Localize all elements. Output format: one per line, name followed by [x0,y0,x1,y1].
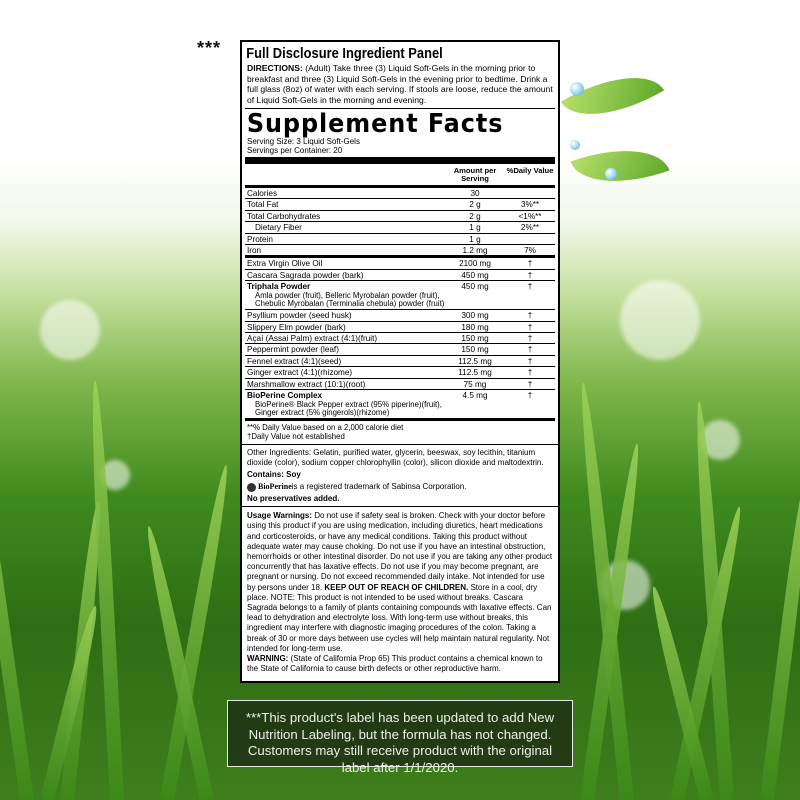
ingredient-name: Cascara Sagrada powder (bark) [247,270,364,280]
ingredient-name: Psyllium powder (seed husk) [247,311,352,321]
other-ingredients [242,444,558,506]
ingredient-dv: † [527,270,533,280]
ingredient-amount: 150 mg [461,345,489,355]
footnotes [245,421,555,444]
ingredient-row [245,366,555,377]
nutrient-name: Total Fat [247,200,279,210]
nutrient-dv [505,189,555,198]
label-update-notice: ***This product's label has been updated to add New Nutrition Labeling, but the formula has not changed. Customers may still receive product with the original label after 1/1/2020. [227,700,573,767]
keep-out-warning: KEEP OUT OF REACH OF CHILDREN. [324,582,469,592]
ingredient-row [245,343,555,354]
ingredient-detail: Amla powder (fruit), Belleric Myrobalan powder (fruit), Chebulic Myrobalan (Terminalia chebula) powder (fruit) [255,290,445,309]
nutrient-list [245,188,555,255]
usage-text-2: Store in a cool, dry place. NOTE: This product is not intended to be used without breaks. Cascara Sagrada belongs to a family of plants containing compounds with laxative effects. Can lead to dehydration and electrolyte loss. With long-term use without breaks, this ingredient may interfere with diagnostic imaging procedures of the colon. Taking a break of 30 or more days between use cycles will help maintain natural regularity. Not intended for long-term use. [247,582,552,653]
ingredient-name: BioPerine Complex [247,391,323,401]
directions [242,63,558,108]
bioperine-brand: BioPerine [258,482,292,492]
ingredient-row [245,321,555,332]
ingredient-name: Ginger extract (4:1)(rhizome) [247,368,353,378]
ingredient-amount: 2100 mg [459,259,491,269]
warning-label: WARNING: [247,653,289,663]
water-drop-icon [570,140,580,150]
ingredient-name: Triphala Powder [247,282,311,292]
ingredient-dv: † [527,391,533,401]
nutrient-row [245,188,555,198]
servings-per-container: Servings per Container: 20 [247,146,343,155]
ingredient-amount: 300 mg [461,311,489,321]
nutrient-row [245,210,555,221]
ingredient-name: Peppermint powder (leaf) [247,345,339,355]
ingredient-dv: † [527,334,533,344]
ingredient-panel [240,40,560,683]
panel-title: Full Disclosure Ingredient Panel [246,45,443,62]
nutrient-name: Protein [247,234,273,244]
ingredient-row [245,269,555,280]
facts-header [245,164,555,185]
nutrient-amount: 30 [470,189,480,198]
ingredient-name: Slippery Elm powder (bark) [247,322,346,332]
bioperine-logo-icon [247,483,256,492]
ingredient-name: Açaí (Assai Palm) extract (4:1)(fruit) [247,334,378,344]
ingredient-amount: 450 mg [461,270,489,280]
usage-label: Usage Warnings: [247,511,313,521]
ingredient-amount: 112.5 mg [458,356,492,366]
nutrient-amount: 1 g [469,223,481,233]
dv-column-header: %Daily Value [506,166,554,175]
ingredient-row [245,389,555,418]
asterisk-marker: *** [197,38,222,58]
usage-warnings [242,506,558,678]
nutrient-name: Calories [247,189,278,198]
ingredient-dv: † [527,356,533,366]
ingredient-row [245,258,555,268]
water-drop-icon [605,168,617,180]
other-ingredients-label: Other Ingredients: [247,448,312,458]
ingredient-row [245,280,555,309]
ingredient-row [245,332,555,343]
footnote-daily-value: **% Daily Value based on a 2,000 calorie diet [247,423,404,433]
contains-soy: Contains: Soy [247,470,301,480]
ingredient-amount: 150 mg [461,334,489,344]
ingredient-amount: 75 mg [463,379,487,389]
ingredient-amount: 450 mg [461,282,489,292]
nutrient-dv [505,235,555,244]
nutrient-dv: 3%** [520,200,540,210]
amount-column-header: Amount per Serving [453,166,497,183]
ingredient-dv: † [527,311,533,321]
nutrient-amount: 1.2 mg [462,246,488,256]
ingredient-amount: 4.5 mg [462,391,488,401]
nutrient-dv: 2%** [520,223,540,233]
footnote-not-established: †Daily Value not established [247,432,345,442]
ingredient-dv: † [527,282,533,292]
ingredient-amount: 180 mg [461,322,489,332]
supplement-facts-heading: Supplement Facts [246,109,504,139]
ingredient-dv: † [527,259,533,269]
nutrient-amount: 1 g [469,234,481,244]
nutrient-row [245,233,555,244]
ingredient-dv: † [527,379,533,389]
ingredient-row [245,355,555,366]
other-ingredients-text: Gelatin, purified water, glycerin, beeswax, soy lecithin, titanium dioxide (color), sodium copper chlorophyllin (color), silicon dioxide and maltodextrin. [247,448,544,468]
ingredient-name: Extra Virgin Olive Oil [247,259,323,269]
usage-text: Do not use if safety seal is broken. Check with your doctor before using this product if you are using medication, including diuretics, heart medications and corticosteroids, or have any medical conditions. Taking this product without adequate water may cause choking. Do not use if you have an intestinal obstruction, hemorrhoids or other intestinal disorder. Do not use if you are taking any other product concurrently that has laxative effects. Do not use if you may become pregnant, are pregnant or nursing. Do not exceed recommended daily intake. Not intended for use by persons under 18. [247,511,553,592]
nutrient-amount: 2 g [469,211,481,221]
ingredient-name: Marshmallow extract (10:1)(root) [247,379,366,389]
nutrient-row [245,198,555,209]
ingredient-row [245,378,555,389]
ingredient-dv: † [527,345,533,355]
nutrient-dv: 7% [524,246,536,256]
no-preservatives: No preservatives added. [247,494,340,504]
warning-text: (State of California Prop 65) This product contains a chemical known to the State of California to cause birth defects or other reproductive harm. [247,653,543,674]
ingredient-amount: 112.5 mg [458,368,492,378]
bioperine-note: is a registered trademark of Sabinsa Corporation. [291,482,467,492]
supplement-facts [245,108,555,444]
ingredient-name: Fennel extract (4:1)(seed) [247,356,342,366]
directions-label: DIRECTIONS: [247,63,303,73]
ingredient-dv: † [527,322,533,332]
nutrient-row [245,221,555,232]
ingredient-detail: BioPerine® Black Pepper extract (95% piperine)(fruit), Ginger extract (5% gingerols)(rhizome) [255,399,442,418]
nutrient-name: Iron [247,246,262,256]
serving-size: Serving Size: 3 Liquid Soft-Gels [247,137,360,146]
water-drop-icon [570,82,584,96]
nutrient-amount: 2 g [469,200,481,210]
nutrient-name: Total Carbohydrates [247,211,321,221]
nutrient-name: Dietary Fiber [255,223,302,233]
nutrient-dv: <1%** [518,211,542,221]
directions-text: (Adult) Take three (3) Liquid Soft-Gels in the morning prior to breakfast and three (3) Liquid Soft-Gels in the evening prior to bedtime. Drink a full glass (8oz) of water with each serving. If stools are loose, reduce the amount of Liquid Soft-Gels in the morning and evening. [247,63,553,105]
ingredient-dv: † [527,368,533,378]
ingredient-list [245,258,555,418]
nutrient-row [245,244,555,255]
ingredient-row [245,309,555,320]
